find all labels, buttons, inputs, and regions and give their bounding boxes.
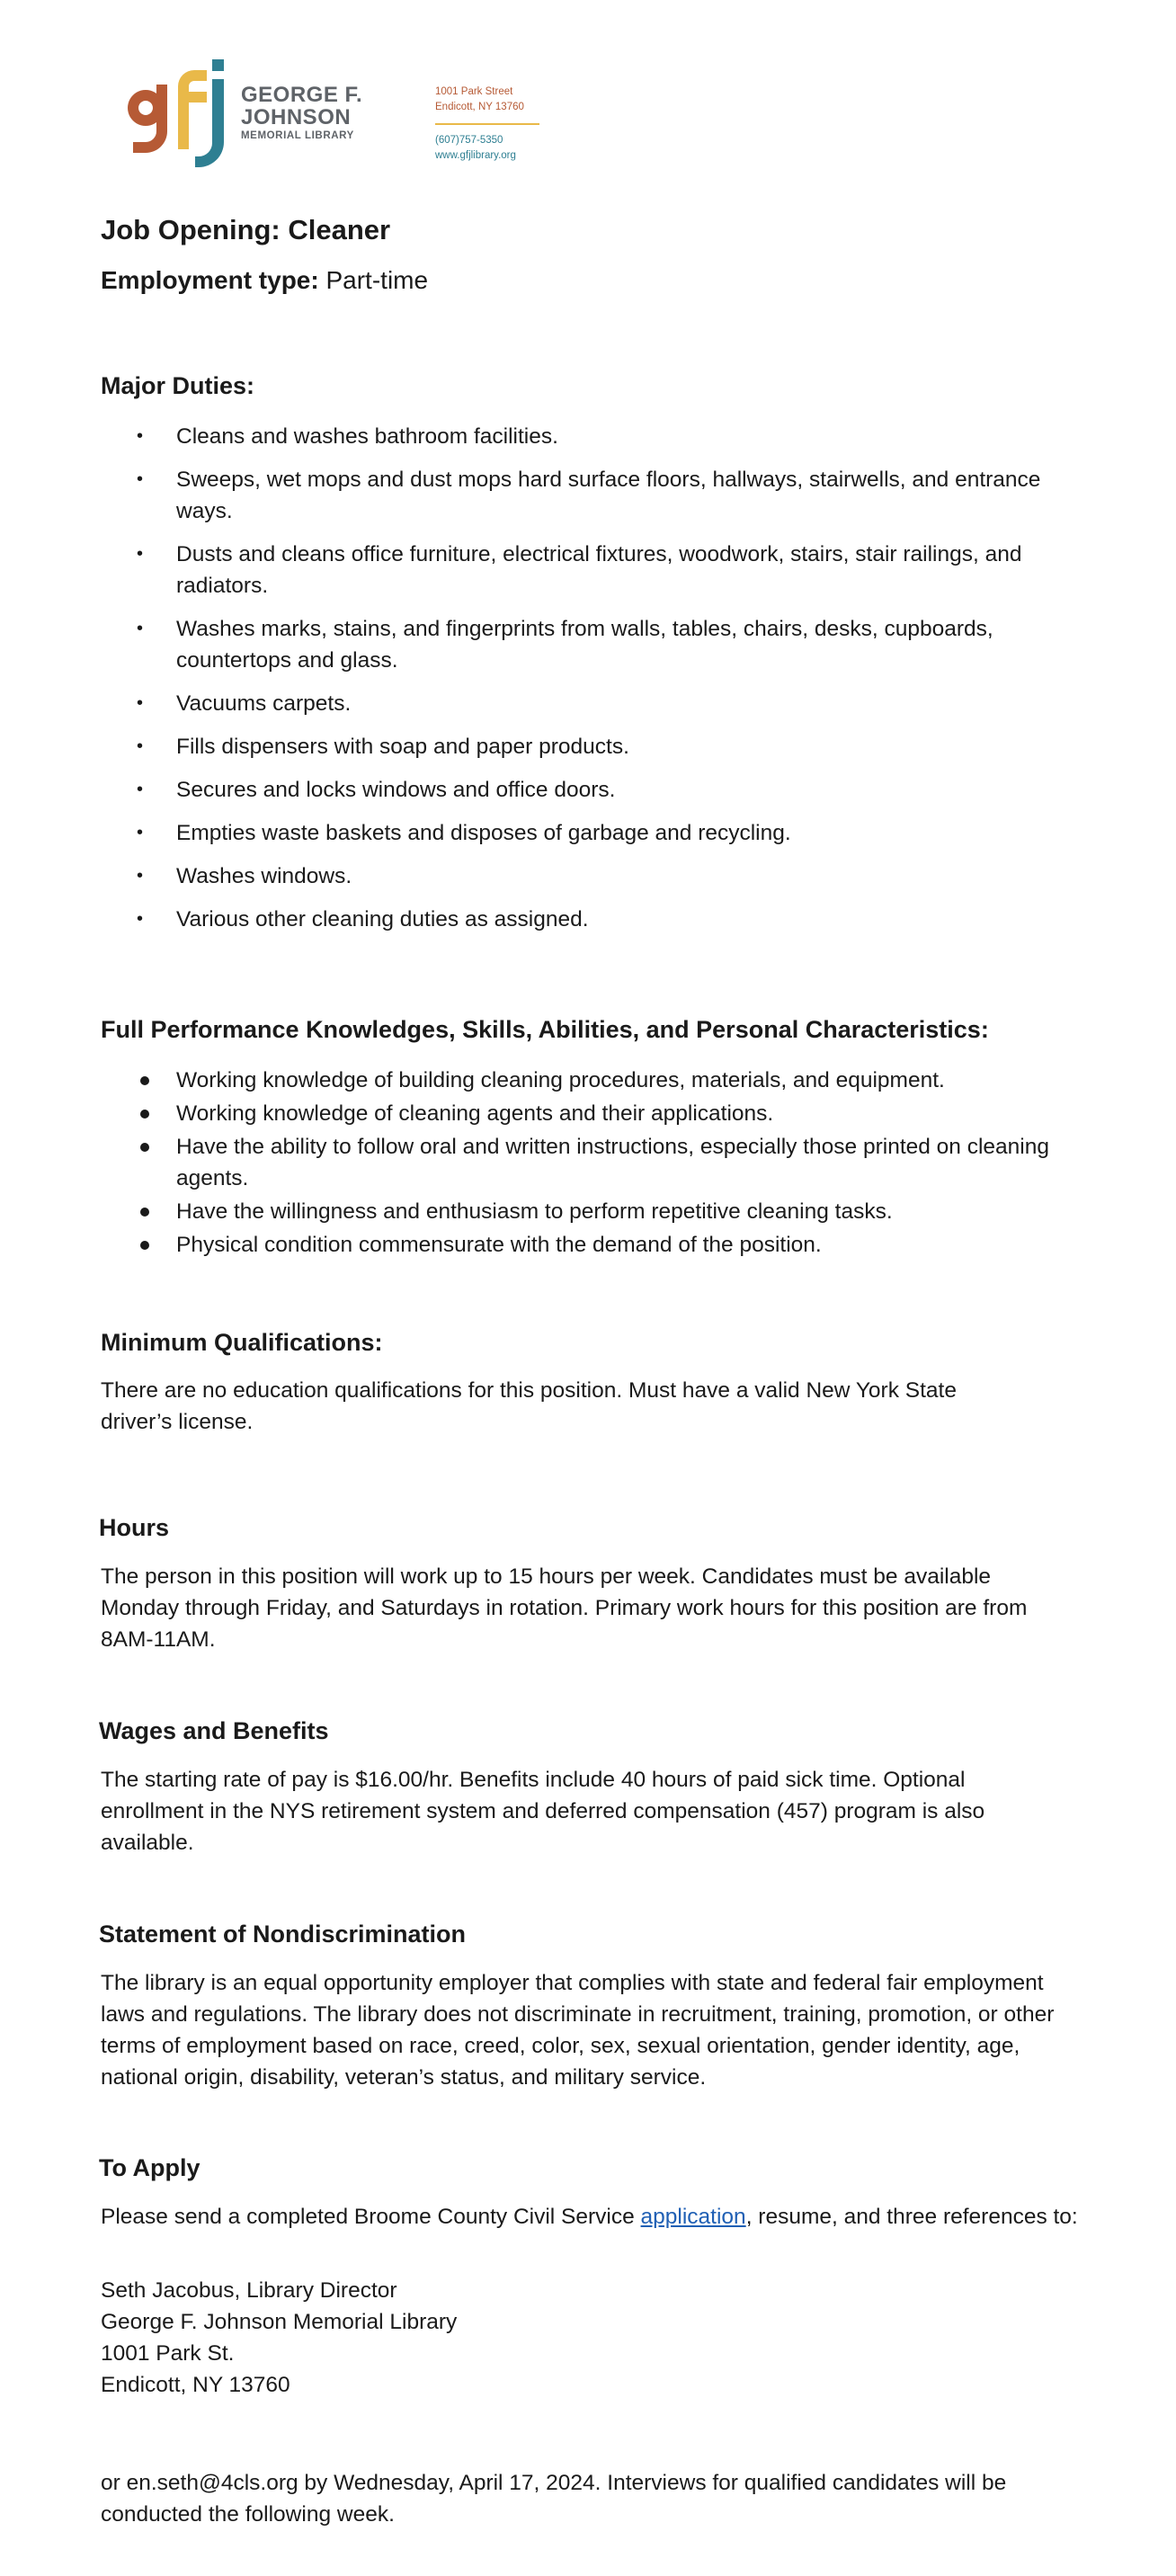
- page-title: Job Opening: Cleaner: [101, 214, 391, 245]
- bullet-dot: [140, 1143, 149, 1152]
- employment-type-label: Employment type:: [101, 266, 319, 294]
- list-item: [101, 688, 1081, 719]
- knowledge-text: Working knowledge of building cleaning procedures, materials, and equipment.: [176, 1068, 945, 1092]
- bullet: •: [137, 544, 144, 564]
- list-item: [101, 1229, 1081, 1261]
- knowledge-text: Working knowledge of cleaning agents and their applications.: [176, 1101, 774, 1126]
- address-line: 1001 Park St.: [101, 2341, 235, 2366]
- address-line1: 1001 Park Street: [435, 86, 513, 97]
- wages-text: The starting rate of pay is $16.00/hr. Benefits include 40 hours of paid sick time. Optional enrollment in the NYS retirement system and deferred compensation (457) program is also available.: [101, 1768, 985, 1855]
- knowledge-text: Have the ability to follow oral and written instructions, especially those printed on cleaning agents.: [176, 1135, 1050, 1190]
- duty-text: Secures and locks windows and office doors.: [176, 778, 616, 802]
- list-item: [101, 613, 1081, 676]
- list-item: [101, 731, 1081, 762]
- library-name: [241, 85, 362, 142]
- duty-text: Cleans and washes bathroom facilities.: [176, 424, 558, 449]
- apply-instructions: [101, 2201, 1081, 2233]
- knowledge-text: Physical condition commensurate with the demand of the position.: [176, 1233, 822, 1257]
- duties-list: [101, 421, 1081, 947]
- list-item: [101, 1065, 1081, 1096]
- bullet-dot: [140, 1241, 149, 1250]
- bullet-dot: [140, 1076, 149, 1085]
- bullet: •: [137, 426, 144, 446]
- list-item: [101, 1098, 1081, 1129]
- bullet: •: [137, 736, 144, 756]
- duty-text: Vacuums carpets.: [176, 691, 352, 716]
- address-line: Endicott, NY 13760: [101, 2373, 290, 2397]
- duty-text: Empties waste baskets and disposes of garbage and recycling.: [176, 821, 791, 845]
- bullet: •: [137, 619, 144, 638]
- library-logo: [126, 59, 243, 169]
- bullet-dot: [140, 1110, 149, 1119]
- address-line: George F. Johnson Memorial Library: [101, 2310, 458, 2334]
- apply-text-before: Please send a completed Broome County Civil Service: [101, 2205, 641, 2229]
- hours-heading: Hours: [99, 1514, 170, 1541]
- posting-content: [99, 212, 1081, 2527]
- bullet: •: [137, 693, 144, 713]
- list-item: [101, 774, 1081, 806]
- contact-divider: [435, 123, 539, 125]
- bullet: •: [137, 866, 144, 886]
- address-line2: Endicott, NY 13760: [435, 102, 524, 112]
- letterhead: [126, 59, 557, 176]
- nondiscrimination-heading: Statement of Nondiscrimination: [99, 1921, 467, 1948]
- nondiscrimination-text: The library is an equal opportunity employer that complies with state and federal fair employment laws and regulations. The library does not discriminate in recruitment, training, promotion, or other terms of employment based on race, creed, color, sex, sexual orientation, gender identity, age, national origin, disability, veteran’s status, and military service.: [101, 1971, 1055, 2090]
- hours-text: The person in this position will work up to 15 hours per week. Candidates must be available Monday through Friday, and Saturdays in rotation. Primary work hours for this position are from 8AM-11AM.: [101, 1564, 1028, 1652]
- library-name-line3: MEMORIAL LIBRARY: [241, 130, 354, 141]
- knowledge-text: Have the willingness and enthusiasm to perform repetitive cleaning tasks.: [176, 1199, 893, 1224]
- website-link[interactable]: www.gfjlibrary.org: [435, 150, 516, 161]
- list-item: [101, 421, 1081, 452]
- apply-closing: or en.seth@4cls.org by Wednesday, April 17, 2024. Interviews for qualified candidates will be conducted the following week.: [101, 2471, 1007, 2527]
- employment-type: [101, 264, 1081, 297]
- apply-text-after: , resume, and three references to:: [745, 2205, 1078, 2229]
- list-item: [101, 1131, 1081, 1194]
- bullet-dot: [140, 1208, 149, 1217]
- duty-text: Fills dispensers with soap and paper products.: [176, 735, 629, 759]
- duty-text: Washes marks, stains, and fingerprints from walls, tables, chairs, desks, cupboards, countertops and glass.: [176, 617, 993, 673]
- apply-heading: To Apply: [99, 2154, 200, 2181]
- knowledge-heading: Full Performance Knowledges, Skills, Abilities, and Personal Characteristics:: [101, 1016, 989, 1043]
- library-name-line1: GEORGE F.: [241, 83, 363, 107]
- list-item: [101, 539, 1081, 602]
- address-line: Seth Jacobus, Library Director: [101, 2278, 397, 2303]
- qualifications-heading: Minimum Qualifications:: [101, 1329, 383, 1356]
- list-item: [101, 860, 1081, 892]
- list-item: [101, 464, 1081, 527]
- list-item: [101, 1196, 1081, 1227]
- qualifications-text: There are no education qualifications for this position. Must have a valid New York State driver’s license.: [101, 1378, 957, 1434]
- list-item: [101, 817, 1081, 849]
- duty-text: Dusts and cleans office furniture, electrical fixtures, woodwork, stairs, stair railings, and radiators.: [176, 542, 1022, 598]
- bullet: •: [137, 823, 144, 842]
- duty-text: Sweeps, wet mops and dust mops hard surface floors, hallways, stairwells, and entrance ways.: [176, 468, 1041, 523]
- mailing-address: [101, 2275, 1081, 2401]
- employment-type-value: Part-time: [318, 266, 429, 294]
- bullet: •: [137, 469, 144, 489]
- bullet: •: [137, 909, 144, 929]
- letterhead-contact: [435, 85, 539, 164]
- duty-text: Various other cleaning duties as assigned.: [176, 907, 589, 931]
- list-item: [101, 904, 1081, 935]
- wages-heading: Wages and Benefits: [99, 1717, 329, 1744]
- library-name-line2: JOHNSON: [241, 105, 352, 129]
- bullet: •: [137, 780, 144, 799]
- duties-heading: Major Duties:: [101, 372, 255, 399]
- duty-text: Washes windows.: [176, 864, 352, 888]
- application-link[interactable]: application: [640, 2205, 746, 2229]
- phone-number: (607)757-5350: [435, 135, 503, 146]
- knowledge-list: [101, 1065, 1081, 1262]
